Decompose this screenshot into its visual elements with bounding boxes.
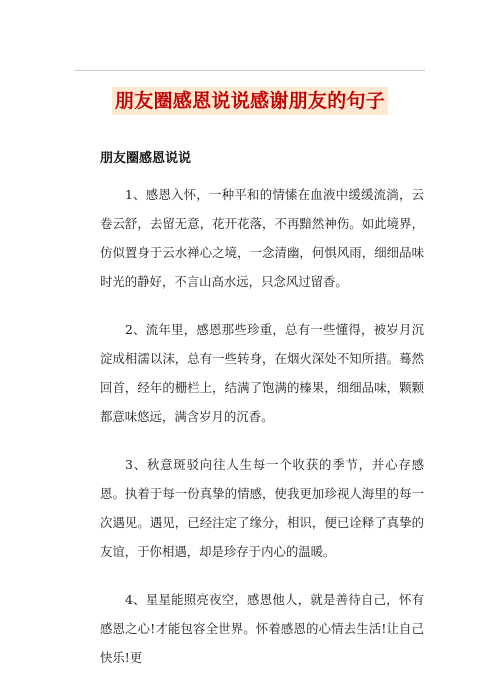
document-title: 朋友圈感恩说说感谢朋友的句子 — [112, 87, 388, 115]
title-container — [0, 87, 500, 115]
paragraph-4: 4、星星能照亮夜空，感恩他人，就是善待自己，怀有感恩之心!才能包容全世界。怀着感恩的心情去生活!让自己快乐!更 — [100, 592, 424, 665]
paragraph-2: 2、流年里，感恩那些珍重，总有一些懂得，被岁月沉淀成相濡以沫，总有一些转身，在烟火深处不知所措。蓦然回首，经年的栅栏上，结满了饱满的榛果，细细品味，颗颗都意味悠远，满含岁月的沉香。 — [100, 322, 424, 424]
paragraph-1: 1、感恩入怀，一种平和的情愫在血液中缓缓流淌，云卷云舒，去留无意，花开花落，不再黯然神伤。如此境界，仿似置身于云水禅心之境，一念清幽，何惧风雨，细细品味时光的静好，不言山高水远，只念风过留香。 — [100, 187, 424, 289]
header-divider — [75, 70, 425, 71]
section-heading: 朋友圈感恩说说 — [100, 151, 192, 166]
article-body — [100, 180, 424, 691]
paragraph-3: 3、秋意斑驳向往人生每一个收获的季节，并心存感恩。执着于每一份真挚的情感，使我更加珍视人海里的每一次遇见。遇见，已经注定了缘分，相识，便已诠释了真挚的友谊，于你相遇，却是珍存于内心的温暖。 — [100, 457, 424, 559]
